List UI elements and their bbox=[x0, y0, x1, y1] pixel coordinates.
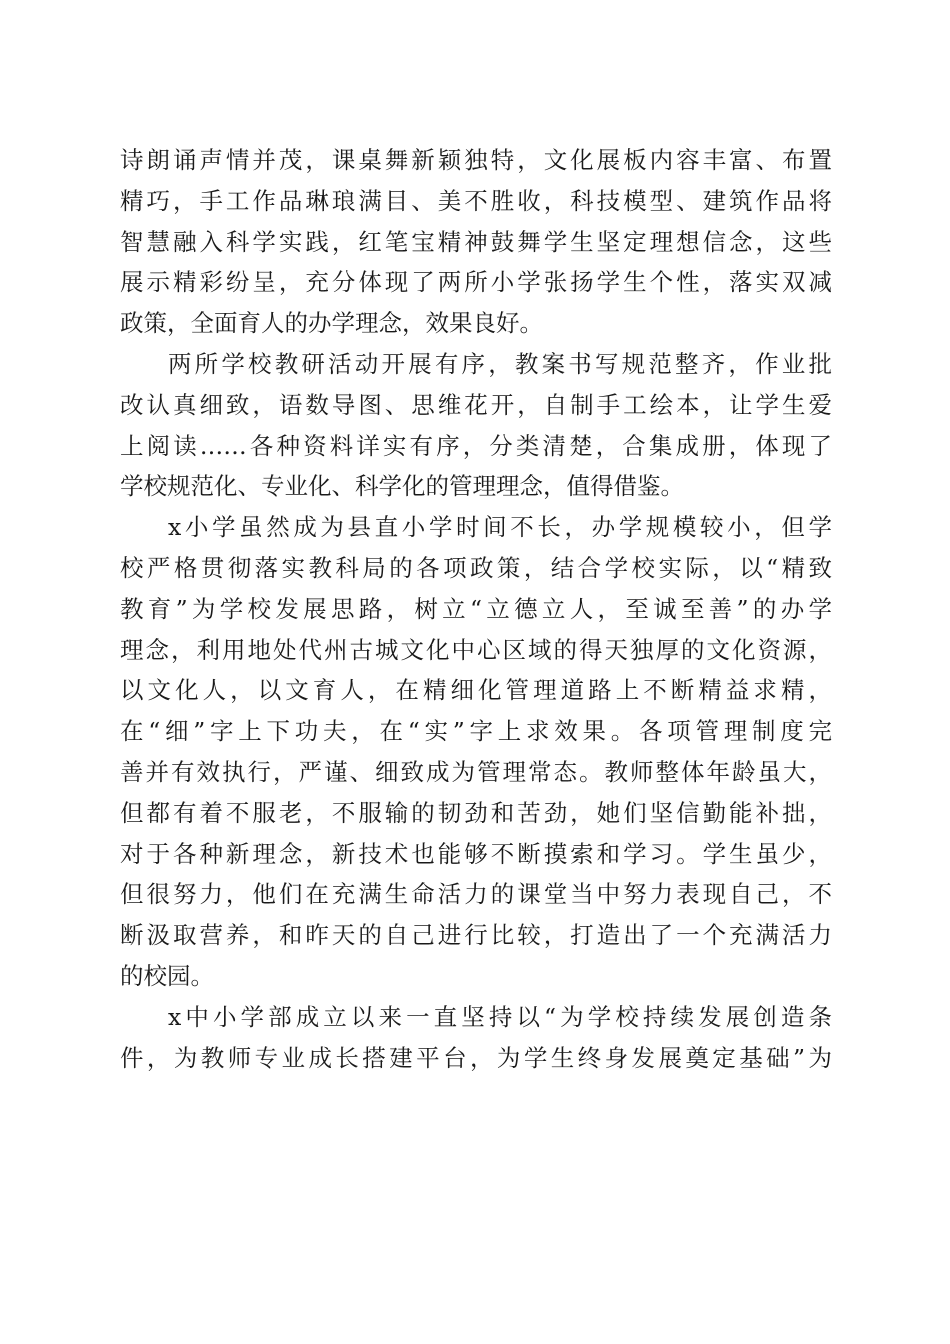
text-line: 两所学校教研活动开展有序，教案书写规范整齐，作业批 bbox=[168, 349, 832, 378]
text-line: 件，为教师专业成长搭建平台，为学生终身发展奠定基础”为 bbox=[120, 1043, 832, 1072]
text-line: 政策，全面育人的办学理念，效果良好。 bbox=[120, 309, 543, 338]
text-line: 上阅读……各种资料详实有序，分类清楚，合集成册，体现了 bbox=[120, 431, 832, 460]
text-line: 在“细”字上下功夫，在“实”字上求效果。各项管理制度完 bbox=[120, 717, 832, 746]
text-line: 教育”为学校发展思路，树立“立德立人，至诚至善”的办学 bbox=[120, 594, 832, 623]
text-line: x中小学部成立以来一直坚持以“为学校持续发展创造条 bbox=[168, 1002, 832, 1031]
text-line: 但都有着不服老，不服输的韧劲和苦劲，她们坚信勤能补拙， bbox=[120, 798, 832, 827]
text-line: 改认真细致，语数导图、思维花开，自制手工绘本，让学生爱 bbox=[120, 390, 832, 419]
text-line: 精巧，手工作品琳琅满目、美不胜收，科技模型、建筑作品将 bbox=[120, 186, 832, 215]
text-line: 学校规范化、专业化、科学化的管理理念，值得借鉴。 bbox=[120, 472, 684, 501]
text-line: 对于各种新理念，新技术也能够不断摸索和学习。学生虽少， bbox=[120, 839, 832, 868]
text-line: 展示精彩纷呈，充分体现了两所小学张扬学生个性，落实双减 bbox=[120, 268, 832, 297]
text-line: x小学虽然成为县直小学时间不长，办学规模较小，但学 bbox=[168, 513, 832, 542]
body-text bbox=[120, 140, 832, 1078]
text-line: 的校园。 bbox=[120, 961, 214, 990]
text-line: 诗朗诵声情并茂，课桌舞新颖独特，文化展板内容丰富、布置 bbox=[120, 146, 832, 174]
text-line: 但很努力，他们在充满生命活力的课堂当中努力表现自己，不 bbox=[120, 880, 832, 909]
text-line: 校严格贯彻落实教科局的各项政策，结合学校实际，以“精致 bbox=[120, 553, 832, 582]
text-line: 以文化人，以文育人，在精细化管理道路上不断精益求精， bbox=[120, 676, 832, 705]
text-line: 智慧融入科学实践，红笔宝精神鼓舞学生坚定理想信念，这些 bbox=[120, 227, 832, 256]
text-line: 断汲取营养，和昨天的自己进行比较，打造出了一个充满活力 bbox=[120, 921, 832, 950]
text-line: 善并有效执行，严谨、细致成为管理常态。教师整体年龄虽大， bbox=[120, 757, 832, 786]
text-line: 理念，利用地处代州古城文化中心区域的得天独厚的文化资源， bbox=[120, 635, 832, 664]
